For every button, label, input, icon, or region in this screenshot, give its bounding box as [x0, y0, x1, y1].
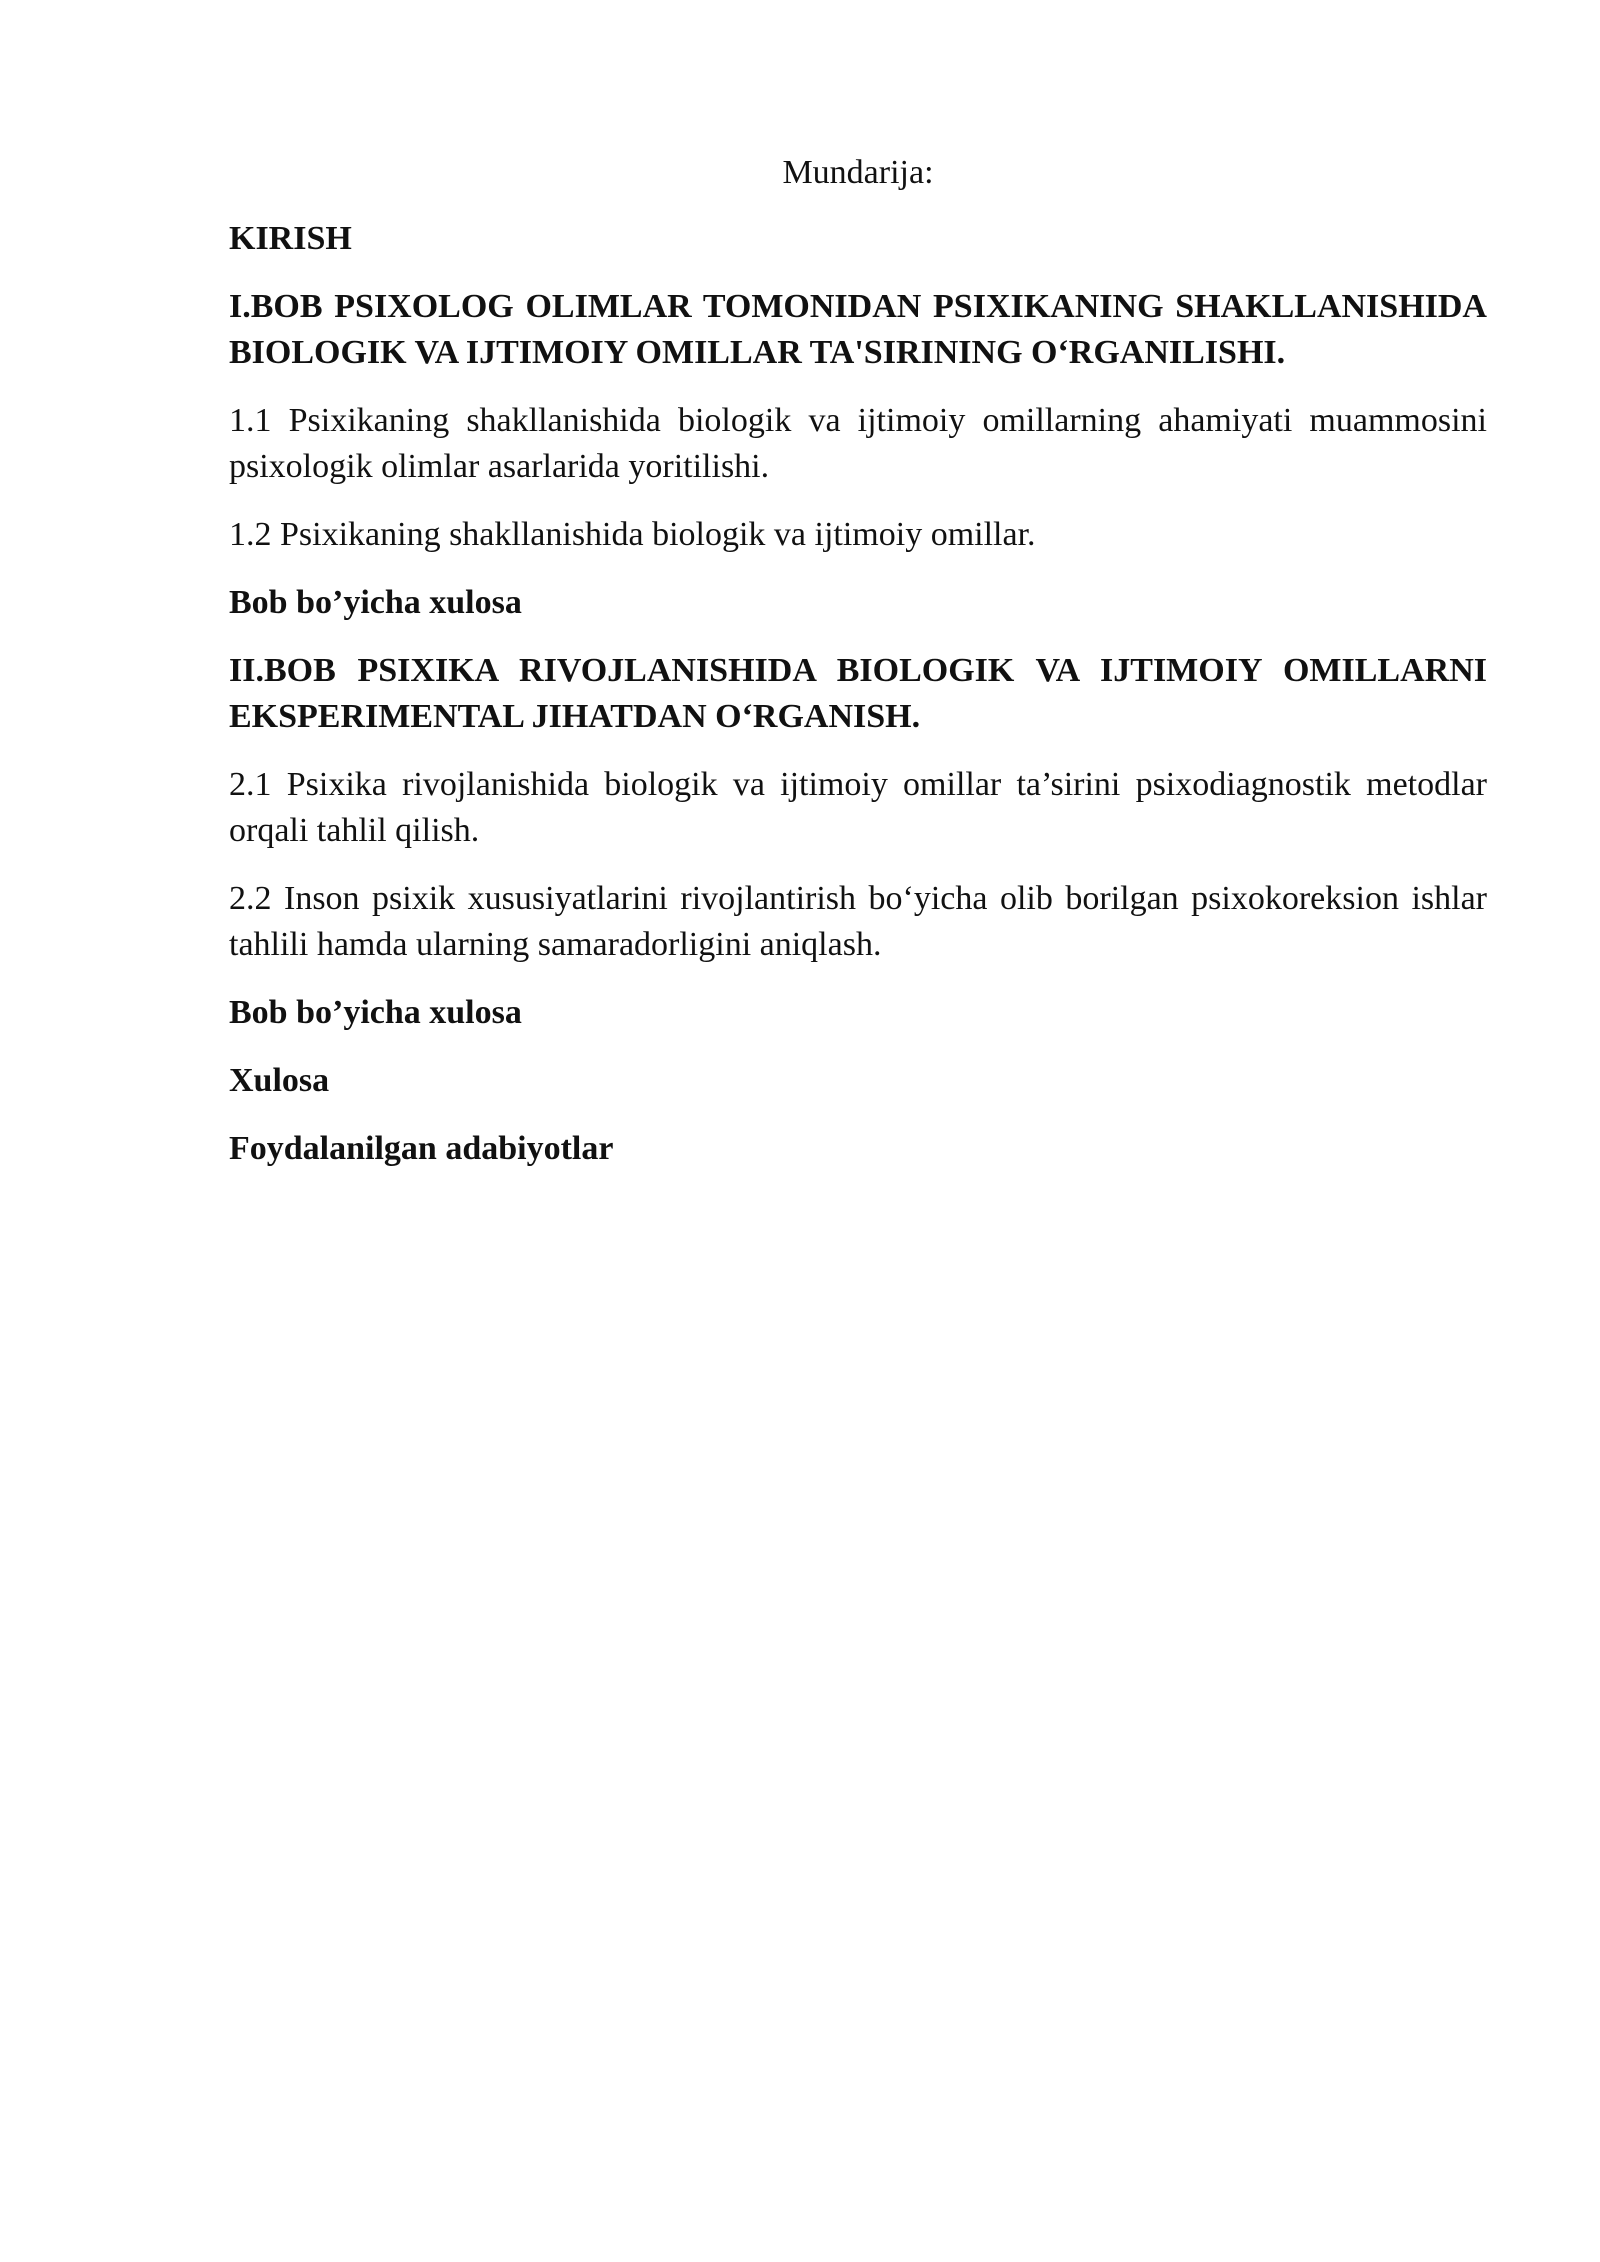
toc-entry-chapter-2-summary: Bob bo’yicha xulosa	[229, 994, 522, 1031]
toc-title: Mundarija:	[782, 154, 934, 191]
table-of-contents	[229, 150, 1487, 1194]
toc-entry-references: Foydalanilgan adabiyotlar	[229, 1130, 614, 1167]
toc-entry-section-2-2: 2.2 Inson psixik xususiyatlarini rivojlantirish bo‘yicha olib borilgan psixokoreksion ishlar tahlili hamda ularning samaradorligini aniqlash.	[229, 880, 1487, 963]
toc-entry-section-1-1: 1.1 Psixikaning shakllanishida biologik va ijtimoiy omillarning ahamiyati muammosini psixologik olimlar asarlarida yoritilishi.	[229, 402, 1487, 485]
toc-entry-conclusion: Xulosa	[229, 1062, 330, 1099]
toc-entry-chapter-1-summary: Bob bo’yicha xulosa	[229, 584, 522, 621]
toc-entry-chapter-1: I.BOB PSIXOLOG OLIMLAR TOMONIDAN PSIXIKANING SHAKLLANISHIDA BIOLOGIK VA IJTIMOIY OMILLAR TA'SIRINING O‘RGANILISHI.	[229, 288, 1487, 371]
toc-entry-introduction: KIRISH	[229, 220, 352, 257]
toc-entry-section-1-2: 1.2 Psixikaning shakllanishida biologik va ijtimoiy omillar.	[229, 516, 1036, 553]
toc-entry-section-2-1: 2.1 Psixika rivojlanishida biologik va ijtimoiy omillar ta’sirini psixodiagnostik metodlar orqali tahlil qilish.	[229, 766, 1487, 849]
toc-entry-chapter-2: II.BOB PSIXIKA RIVOJLANISHIDA BIOLOGIK VA IJTIMOIY OMILLARNI EKSPERIMENTAL JIHATDAN O‘RGANISH.	[229, 652, 1487, 735]
